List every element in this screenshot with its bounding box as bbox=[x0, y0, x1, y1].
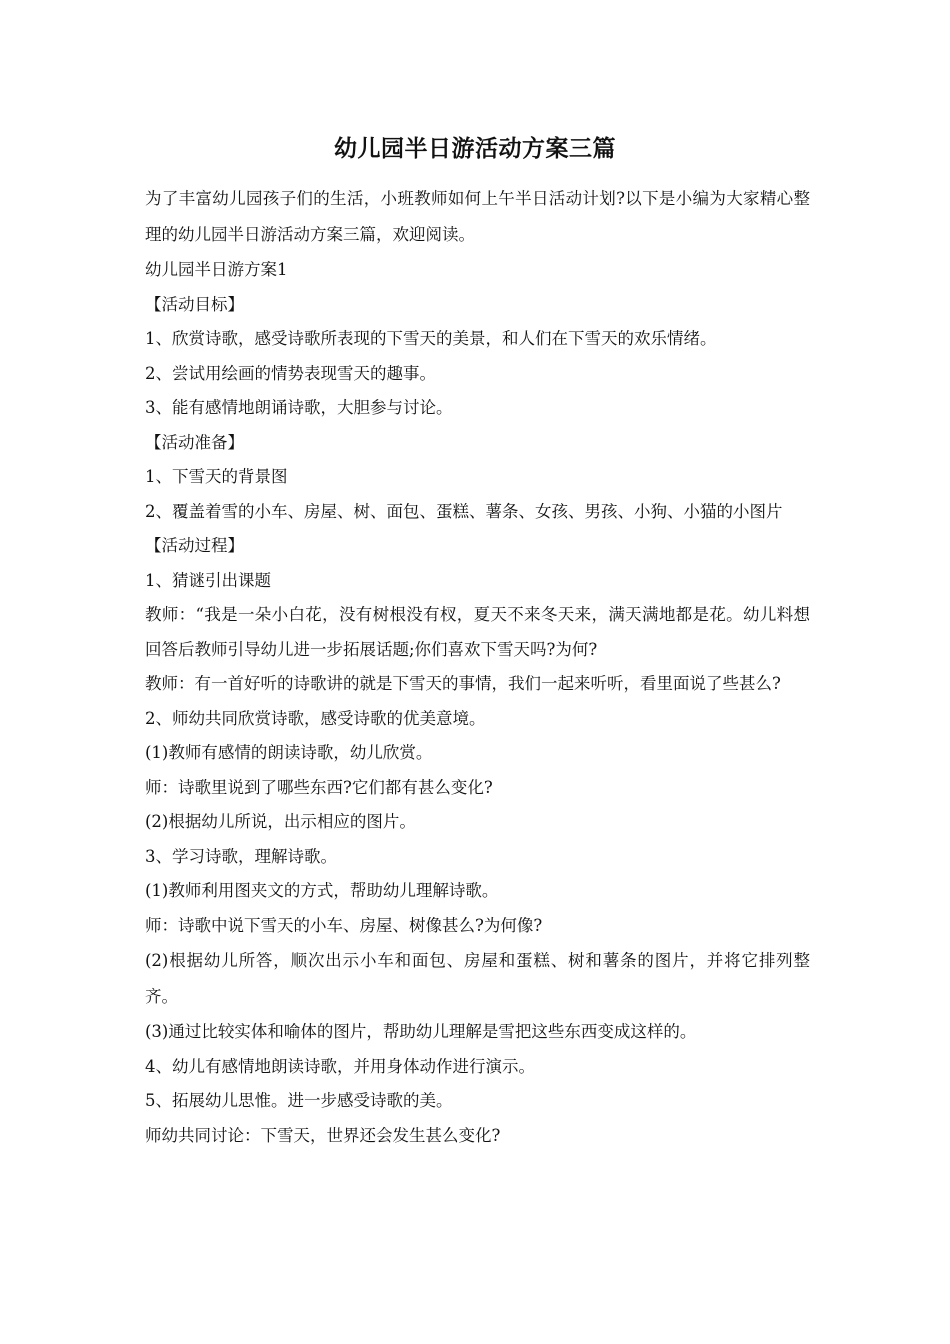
intro-paragraph: 为了丰富幼儿园孩子们的生活，小班教师如何上午半日活动计划?以下是小编为大家精心整理的幼儿园半日游活动方案三篇，欢迎阅读。 bbox=[145, 189, 810, 244]
process-item: 师幼共同讨论：下雪天，世界还会发生甚么变化? bbox=[145, 1125, 501, 1145]
process-item: 5、拓展幼儿思惟。进一步感受诗歌的美。 bbox=[145, 1091, 453, 1110]
process-paragraph: 教师：有一首好听的诗歌讲的就是下雪天的事情，我们一起来听听，看里面说了些甚么? bbox=[145, 674, 781, 693]
preparation-item: 1、下雪天的背景图 bbox=[145, 467, 288, 486]
subheading-goals: 【活动目标】 bbox=[145, 294, 244, 314]
subheading-preparation: 【活动准备】 bbox=[145, 432, 244, 452]
process-item: (1)教师利用图夹文的方式，帮助幼儿理解诗歌。 bbox=[145, 881, 499, 900]
process-item: 1、猜谜引出课题 bbox=[145, 570, 271, 590]
process-item: (2)根据幼儿所说，出示相应的图片。 bbox=[145, 812, 416, 831]
goal-item: 3、能有感情地朗诵诗歌，大胆参与讨论。 bbox=[145, 398, 453, 417]
document-body bbox=[145, 181, 810, 1153]
goal-item: 2、尝试用绘画的情势表现雪天的趣事。 bbox=[145, 363, 436, 383]
process-item: 师：诗歌里说到了哪些东西?它们都有甚么变化? bbox=[145, 777, 493, 797]
section-heading: 幼儿园半日游方案1 bbox=[145, 260, 288, 279]
process-paragraph: (2)根据幼儿所答，顺次出示小车和面包、房屋和蛋糕、树和薯条的图片，并将它排列整齐。 bbox=[145, 951, 810, 1006]
process-item: 师：诗歌中说下雪天的小车、房屋、树像甚么?为何像? bbox=[145, 915, 543, 935]
process-item: 2、师幼共同欣赏诗歌，感受诗歌的优美意境。 bbox=[145, 708, 486, 728]
process-item: 4、幼儿有感情地朗读诗歌，并用身体动作进行演示。 bbox=[145, 1056, 535, 1076]
process-paragraph: 教师：“我是一朵小白花，没有树根没有杈，夏天不来冬天来，满天满地都是花。幼儿料想回答后教师引导幼儿进一步拓展话题;你们喜欢下雪天吗?为何? bbox=[145, 605, 810, 659]
goal-item: 1、欣赏诗歌，感受诗歌所表现的下雪天的美景，和人们在下雪天的欢乐情绪。 bbox=[145, 329, 717, 348]
subheading-process: 【活动过程】 bbox=[145, 536, 244, 555]
process-item: (1)教师有感情的朗读诗歌，幼儿欣赏。 bbox=[145, 743, 433, 762]
document-title: 幼儿园半日游活动方案三篇 bbox=[334, 135, 616, 162]
process-item: 3、学习诗歌，理解诗歌。 bbox=[145, 846, 337, 866]
preparation-item: 2、覆盖着雪的小车、房屋、树、面包、蛋糕、薯条、女孩、男孩、小狗、小猫的小图片 bbox=[145, 501, 783, 521]
process-item: (3)通过比较实体和喻体的图片，帮助幼儿理解是雪把这些东西变成这样的。 bbox=[145, 1022, 697, 1041]
